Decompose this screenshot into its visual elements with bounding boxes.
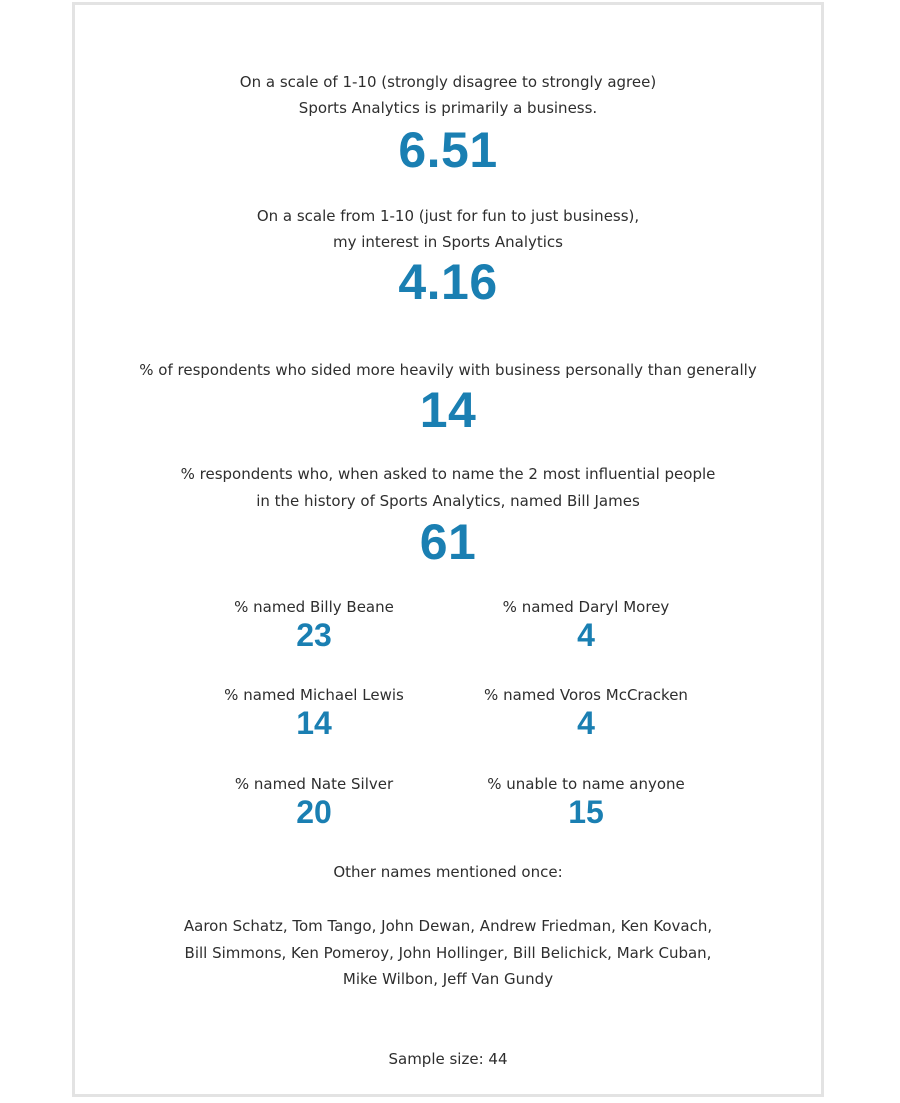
stat-1-value: 6.51	[398, 122, 498, 178]
stat-4-value: 61	[419, 514, 477, 570]
grid-value: 4	[577, 617, 595, 653]
grid-cell-daryl-morey	[461, 597, 711, 653]
grid-label: % named Daryl Morey	[502, 598, 670, 616]
stat-2-question-line-1: On a scale from 1-10 (just for fun to just business),	[256, 207, 640, 225]
grid-cell-nate-silver	[189, 774, 439, 830]
stat-4-question-line-1: % respondents who, when asked to name the 2 most influential people	[180, 465, 716, 483]
infographic-card	[72, 2, 824, 1097]
grid-cell-billy-beane	[189, 597, 439, 653]
grid-label: % named Nate Silver	[234, 775, 394, 793]
grid-label: % named Voros McCracken	[484, 686, 688, 704]
sample-size: Sample size: 44	[388, 1050, 508, 1068]
grid-label: % unable to name anyone	[487, 775, 685, 793]
stat-2-value: 4.16	[398, 254, 498, 310]
stat-2-question-line-2: my interest in Sports Analytics	[333, 233, 563, 251]
stat-3-value: 14	[419, 382, 477, 438]
other-names-line-3: Mike Wilbon, Jeff Van Gundy	[342, 970, 554, 988]
grid-label: % named Michael Lewis	[224, 686, 404, 704]
stat-4-question-line-2: in the history of Sports Analytics, named Bill James	[256, 492, 640, 510]
other-names-line-2: Bill Simmons, Ken Pomeroy, John Hollinger, Bill Belichick, Mark Cuban,	[184, 944, 712, 962]
stat-3-question-line-1: % of respondents who sided more heavily with business personally than generally	[139, 361, 757, 379]
stat-1-question-line-1: On a scale of 1-10 (strongly disagree to strongly agree)	[239, 73, 657, 91]
grid-value: 20	[296, 794, 332, 830]
other-names-line-1: Aaron Schatz, Tom Tango, John Dewan, Andrew Friedman, Ken Kovach,	[183, 917, 713, 935]
grid-value: 23	[296, 617, 332, 653]
other-names-heading: Other names mentioned once:	[333, 863, 563, 881]
grid-value: 4	[577, 705, 595, 741]
grid-label: % named Billy Beane	[234, 598, 394, 616]
grid-cell-michael-lewis	[189, 685, 439, 741]
grid-value: 14	[296, 705, 332, 741]
grid-cell-voros-mccracken	[461, 685, 711, 741]
grid-cell-unable-to-name	[461, 774, 711, 830]
stat-1-question-line-2: Sports Analytics is primarily a business.	[298, 99, 598, 117]
grid-value: 15	[568, 794, 604, 830]
